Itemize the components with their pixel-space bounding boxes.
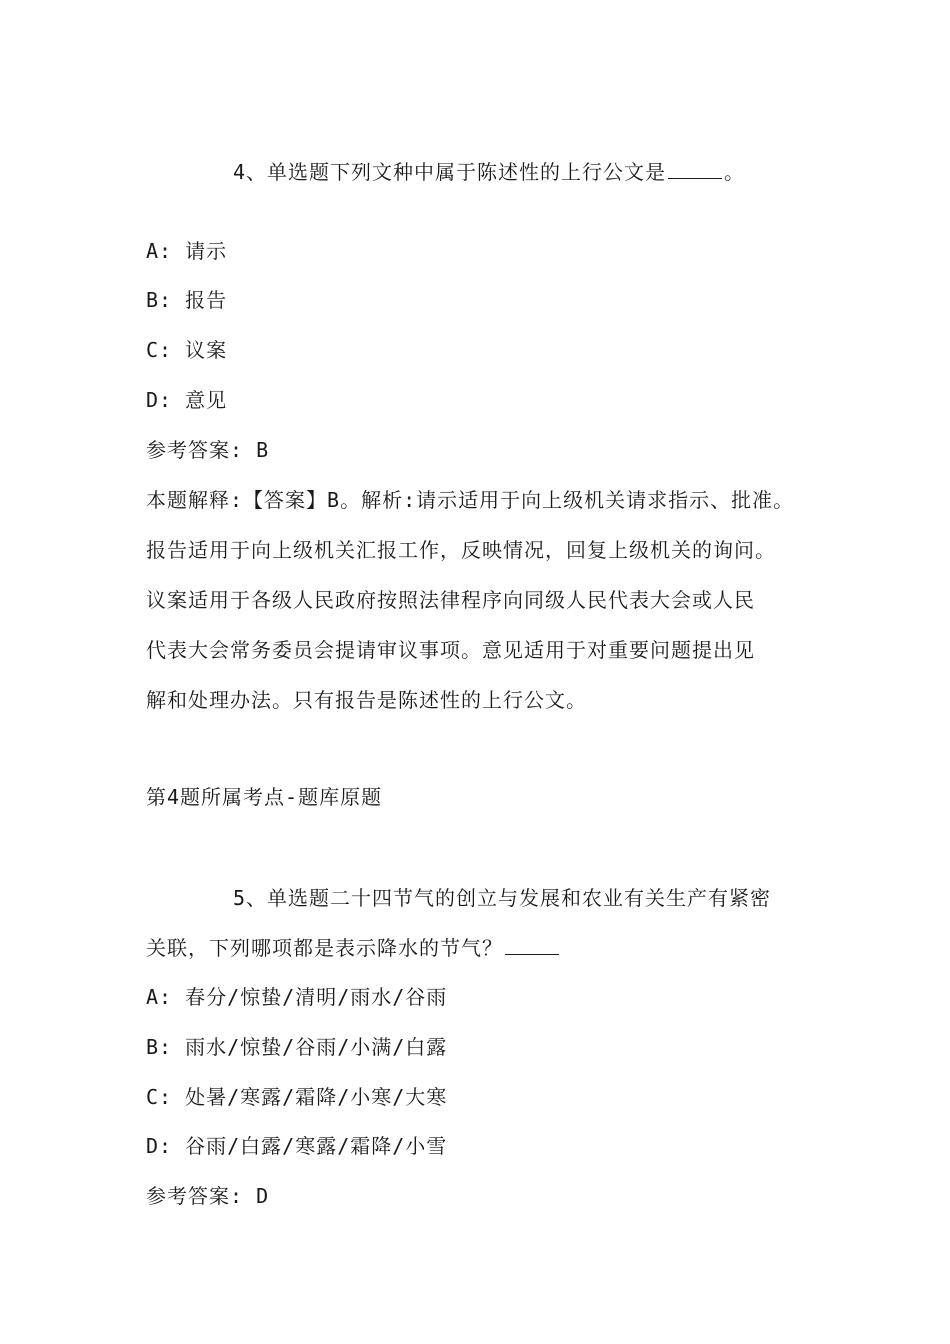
question-4-option-d: D: 意见: [146, 388, 228, 412]
question-4-explanation-line-5: 解和处理办法。只有报告是陈述性的上行公文。: [146, 688, 587, 712]
question-4-topic: 第4题所属考点-题库原题: [146, 785, 383, 809]
question-5-option-b: B: 雨水/惊蛰/谷雨/小满/白露: [146, 1035, 448, 1059]
question-4-answer: 参考答案: B: [146, 438, 270, 462]
question-5-option-d: D: 谷雨/白露/寒露/霜降/小雪: [146, 1134, 448, 1158]
question-4-stem-text: 4、单选题下列文种中属于陈述性的上行公文是: [233, 160, 667, 184]
question-5-option-a: A: 春分/惊蛰/清明/雨水/谷雨: [146, 985, 448, 1009]
answer-blank: [505, 936, 559, 955]
question-4-option-a: A: 请示: [146, 239, 228, 263]
question-4-stem: [233, 158, 745, 186]
answer-blank: [668, 160, 722, 179]
question-4-explanation-line-1: 本题解释:【答案】B。解析:请示适用于向上级机关请求指示、批准。: [146, 488, 795, 512]
question-4-stem-end: 。: [724, 160, 746, 184]
question-5-answer: 参考答案: D: [146, 1184, 270, 1208]
question-4-explanation-line-4: 代表大会常务委员会提请审议事项。意见适用于对重要问题提出见: [146, 638, 755, 662]
question-5-option-c: C: 处暑/寒露/霜降/小寒/大寒: [146, 1085, 448, 1109]
question-5-stem-line-1: 5、单选题二十四节气的创立与发展和农业有关生产有紧密: [233, 886, 772, 910]
question-4-explanation-line-2: 报告适用于向上级机关汇报工作，反映情况，回复上级机关的询问。: [146, 538, 776, 562]
question-5-stem-line-2: [146, 934, 561, 962]
question-4-option-b: B: 报告: [146, 288, 228, 312]
question-4-option-c: C: 议案: [146, 338, 228, 362]
question-5-stem-line-2-text: 关联，下列哪项都是表示降水的节气？: [146, 936, 503, 960]
question-4-explanation-line-3: 议案适用于各级人民政府按照法律程序向同级人民代表大会或人民: [146, 588, 755, 612]
